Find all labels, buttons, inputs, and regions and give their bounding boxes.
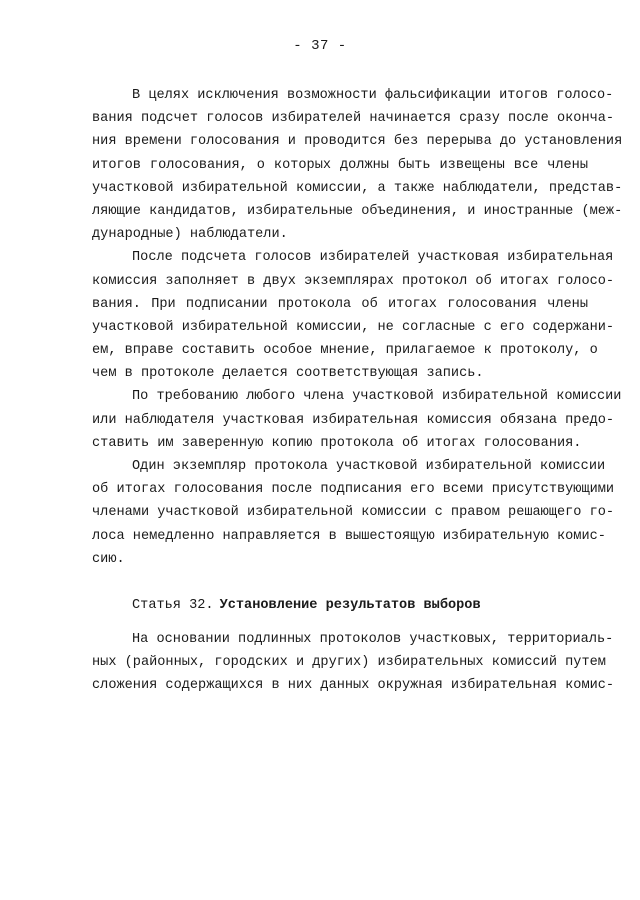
paragraph-line: об итогах голосования после подписания его всеми присутствующими bbox=[92, 482, 615, 498]
paragraph-line: ем, вправе составить особое мнение, прилагаемое к протоколу, о bbox=[92, 343, 598, 359]
paragraph-line: Один экземпляр протокола участковой избирательной комиссии bbox=[132, 459, 606, 474]
paragraph-line: ставить им заверенную копию протокола об итогах голосования. bbox=[92, 435, 582, 451]
paragraph-line: дународные) наблюдатели. bbox=[92, 227, 288, 243]
article-heading bbox=[92, 594, 588, 617]
paragraph-line: После подсчета голосов избирателей участковая избирательная bbox=[132, 250, 614, 266]
article-number: Статья 32. bbox=[132, 598, 214, 613]
paragraph-line: На основании подлинных протоколов участковых, территориаль- bbox=[132, 632, 614, 647]
page-number: - 37 - bbox=[293, 38, 347, 54]
paragraph-line: По требованию любого члена участковой избирательной комиссии bbox=[132, 389, 622, 405]
article-body bbox=[92, 628, 615, 698]
paragraph-line: лоса немедленно направляется в вышестоящую избирательную комис- bbox=[92, 528, 606, 544]
body-text bbox=[92, 84, 623, 571]
paragraph-line: участковой избирательной комиссии, а также наблюдатели, представ- bbox=[92, 180, 623, 196]
paragraph-line: сложения содержащихся в них данных окружная избирательная комис- bbox=[92, 678, 615, 694]
paragraph-line: ляющие кандидатов, избирательные объединения, и иностранные (меж- bbox=[92, 203, 623, 219]
paragraph-line: сию. bbox=[92, 551, 125, 567]
paragraph-5 bbox=[92, 628, 615, 698]
paragraph-line: ния времени голосования и проводится без перерыва до установления bbox=[92, 134, 623, 150]
paragraph-line: вания подсчет голосов избирателей начинается сразу после оконча- bbox=[92, 111, 615, 127]
paragraph-line: чем в протоколе делается соответствующая запись. bbox=[92, 366, 484, 382]
paragraph-2 bbox=[92, 246, 615, 385]
paragraph-line: В целях исключения возможности фальсификации итогов голосо- bbox=[132, 88, 614, 103]
article-section bbox=[92, 594, 588, 617]
paragraph-3 bbox=[92, 385, 622, 455]
paragraph-line: вания. При подписании протокола об итогах голосования члены bbox=[92, 296, 588, 312]
paragraph-line: комиссия заполняет в двух экземплярах протокол об итогах голосо- bbox=[92, 273, 615, 289]
paragraph-line: ных (районных, городских и других) избирательных комиссий путем bbox=[92, 655, 606, 671]
paragraph-line: членами участковой избирательной комиссии с правом решающего го- bbox=[92, 505, 615, 521]
paragraph-line: участковой избирательной комиссии, не согласные с его содержани- bbox=[92, 319, 615, 335]
paragraph-line: итогов голосования, о которых должны быть извещены все члены bbox=[92, 157, 588, 173]
paragraph-1 bbox=[92, 84, 623, 246]
article-title: Установление результатов выборов bbox=[219, 598, 481, 613]
paragraph-line: или наблюдателя участковая избирательная комиссия обязана предо- bbox=[92, 412, 615, 428]
paragraph-4 bbox=[92, 455, 615, 571]
